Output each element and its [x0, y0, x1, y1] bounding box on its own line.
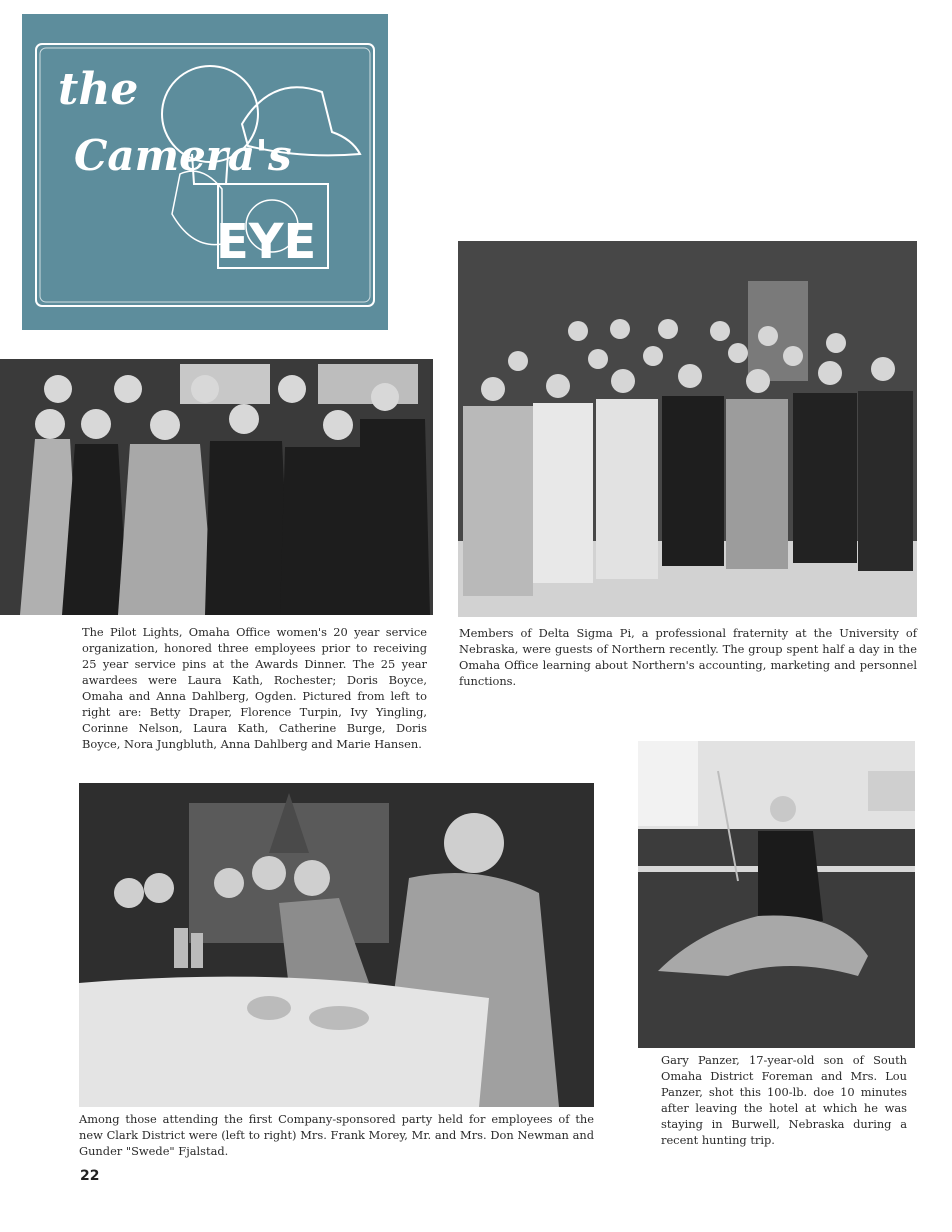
group-of-women-icon [0, 359, 433, 615]
title-the: the [58, 64, 139, 115]
party-caption: Among those attending the first Company-sponsored party held for employees of the new Clark District were (left to right) Mrs. Frank Morey, Mr. and Mrs. Don Newman and Gunder "Swede" Fjalstad. [79, 1112, 594, 1158]
pilot-lights-photo [0, 359, 433, 615]
title-panel [22, 14, 388, 330]
hunter-with-deer-icon [638, 741, 915, 1048]
group-of-men-icon [458, 241, 917, 617]
title-eye: EYE [216, 214, 317, 270]
page-number: 22 [80, 1168, 100, 1184]
delta-sigma-pi-photo [458, 241, 917, 617]
pilot-lights-caption: The Pilot Lights, Omaha Office women's 20 year service organization, honored three employees prior to receiving 25 year service pins at the Awards Dinner. The 25 year awardees were Laura Kath, Rochester; Doris Boyce, Omaha and Anna Dahlberg, Ogden. Pictured from left to right are: Betty Draper, Florence Turpin, Ivy Yingling, Corinne Nelson, Laura Kath, Catherine Burge, Doris Boyce, Nora Jungbluth, Anna Dahlberg and Marie Hansen. [82, 625, 427, 751]
camera-eye-illustration [22, 14, 388, 330]
hunter-caption: Gary Panzer, 17-year-old son of South Omaha District Foreman and Mrs. Lou Panzer, shot this 100-lb. doe 10 minutes after leaving the hotel at which he was staying in Burwell, Nebraska during a recent hunting trip. [661, 1053, 907, 1147]
title-cameras: Camera's [74, 131, 292, 180]
dinner-party-icon [79, 783, 594, 1107]
party-photo [79, 783, 594, 1107]
delta-sigma-pi-caption: Members of Delta Sigma Pi, a professional fraternity at the University of Nebraska, were guests of Northern recently. The group spent half a day in the Omaha Office learning about Northern's accounting, marketing and personnel functions. [459, 626, 917, 688]
hunter-photo [638, 741, 915, 1048]
